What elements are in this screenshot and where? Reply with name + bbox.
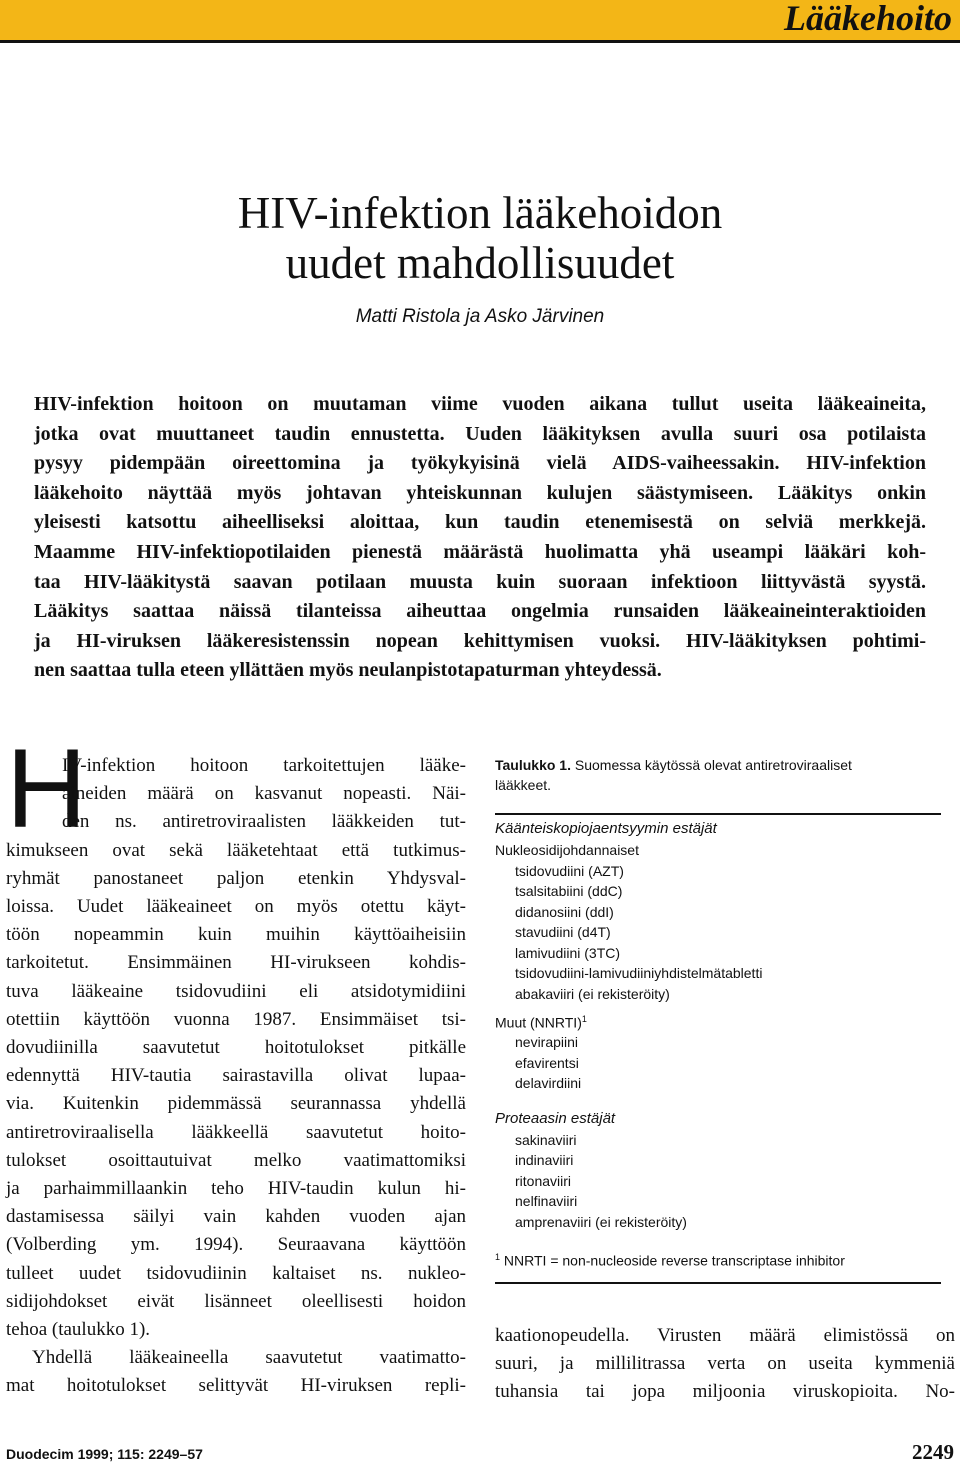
table-caption-text: Suomessa käytössä olevat antiretroviraaliset bbox=[574, 757, 852, 773]
body-left-column bbox=[6, 752, 466, 1401]
body-line: via. Kuitenkin pidemmässä seurannassa yhdellä bbox=[6, 1093, 466, 1115]
journal-citation: Duodecim 1999; 115: 2249–57 bbox=[6, 1446, 203, 1462]
body-line: mat hoitotulokset selittyvät HI-viruksen repli- bbox=[6, 1375, 466, 1397]
table-item: nevirapiini bbox=[515, 1034, 579, 1050]
body-line: IV-infektion hoitoon tarkoitettujen lääke- bbox=[62, 755, 466, 776]
table-item: lamivudiini (3TC) bbox=[515, 945, 621, 961]
abstract-line: nen saattaa tulla eteen yllättäen myös neulanpistotapaturman yhteydessä. bbox=[34, 659, 662, 682]
footnote-text: NNRTI = non-nucleoside reverse transcriptase inhibitor bbox=[503, 1252, 845, 1269]
body-line: Yhdellä lääkeaineella saavutetut vaatimatto- bbox=[32, 1347, 466, 1369]
body-line: kaationopeudella. Virusten määrä elimistössä on bbox=[495, 1325, 955, 1346]
table-item: amprenaviiri (ei rekisteröity) bbox=[515, 1214, 687, 1230]
table-caption-text: lääkkeet. bbox=[495, 777, 552, 793]
body-line: tulokset osoittautuivat melko vaatimattomiksi bbox=[6, 1149, 466, 1171]
body-line: ryhmät panostaneet paljon etenkin Yhdysval- bbox=[6, 867, 466, 889]
table-1 bbox=[495, 755, 941, 1269]
body-line: tuva lääkeaine tsidovudiini eli atsidotymidiini bbox=[6, 980, 466, 1002]
body-right-column bbox=[495, 1322, 955, 1407]
authors: Matti Ristola ja Asko Järvinen bbox=[355, 306, 605, 327]
table-item: ritonaviiri bbox=[515, 1173, 572, 1189]
table-group-title: Proteaasin estäjät bbox=[495, 1110, 616, 1127]
body-line: tarkoitetut. Ensimmäinen HI-virukseen kohdis- bbox=[6, 952, 466, 974]
abstract-line: pysyy pidempään oireettomina ja työkykyisinä vielä AIDS-vaiheessakin. HIV-infektion bbox=[34, 452, 926, 475]
header-rule bbox=[0, 40, 960, 43]
table-item: indinaviiri bbox=[515, 1152, 574, 1168]
abstract-line: Maamme HIV-infektiopotilaiden pienestä määrästä huolimatta yhä useampi lääkäri koh- bbox=[34, 540, 926, 563]
table-item: stavudiini (d4T) bbox=[515, 924, 611, 940]
footnote-marker: 1 bbox=[495, 1252, 501, 1262]
table-caption-label: Taulukko 1. bbox=[495, 757, 571, 773]
body-line: tulleet uudet tsidovudiinin kaltaiset ns. nukleo- bbox=[6, 1262, 466, 1284]
body-line: tuhansia tai jopa miljoonia viruskopioita. No- bbox=[495, 1381, 955, 1403]
abstract-line: Lääkitys saattaa näissä tilanteissa aiheuttaa ongelmia runsaiden lääkeaineinteraktioiden bbox=[34, 600, 926, 623]
body-line: kimukseen ovat sekä lääketehtaat että tutkimus- bbox=[6, 839, 466, 861]
table-subgroup bbox=[495, 1014, 587, 1031]
table-item: tsalsitabiini (ddC) bbox=[515, 883, 623, 899]
abstract-line: lääkehoito näyttää myös johtavan yhteiskunnan kulujen säästymiseen. Lääkitys onkin bbox=[34, 481, 926, 504]
table-item: abakaviiri (ei rekisteröity) bbox=[515, 986, 670, 1002]
body-line: den ns. antiretroviraalisten lääkkeiden tut- bbox=[62, 811, 466, 833]
body-line: aineiden määrä on kasvanut nopeasti. Näi- bbox=[62, 783, 466, 805]
section-title: Lääkehoito bbox=[784, 0, 952, 38]
article-title-line: HIV-infektion lääkehoidon bbox=[237, 188, 723, 238]
article-title-line: uudet mahdollisuudet bbox=[285, 238, 675, 288]
table-subgroup-label: Muut (NNRTI) bbox=[495, 1014, 582, 1031]
drop-cap: H bbox=[6, 726, 87, 851]
table-item: tsidovudiini-lamivudiiniyhdistelmätabletti bbox=[515, 965, 763, 981]
article-title bbox=[0, 188, 960, 288]
body-line: ja parhaimmillaankin teho HIV-taudin kulun hi- bbox=[6, 1178, 466, 1200]
table-rule bbox=[495, 1282, 941, 1284]
table-item: efavirentsi bbox=[515, 1055, 579, 1071]
abstract-line: HIV-infektion hoitoon on muutaman viime vuoden aikana tullut useita lääkeaineita, bbox=[34, 393, 926, 415]
abstract bbox=[34, 390, 926, 686]
table-caption bbox=[495, 755, 941, 795]
table-footnote bbox=[495, 1252, 845, 1269]
table-item: didanosiini (ddI) bbox=[515, 904, 614, 920]
abstract-line: yleisesti katsottu aiheelliseksi aloittaa, kun taudin etenemisestä on selviä merkkejä. bbox=[34, 511, 926, 534]
table-subgroup: Nukleosidijohdannaiset bbox=[495, 842, 639, 858]
table-item: delavirdiini bbox=[515, 1075, 582, 1091]
body-line: tehoa (taulukko 1). bbox=[6, 1319, 151, 1341]
body-line: loissa. Uudet lääkeaineet on myös otettu käyt- bbox=[6, 896, 466, 918]
page-number: 2249 bbox=[912, 1440, 954, 1464]
table-rule bbox=[495, 813, 941, 815]
body-line: (Volberding ym. 1994). Seuraavana käyttöön bbox=[6, 1234, 466, 1256]
table-group-title: Käänteiskopiojaentsyymin estäjät bbox=[495, 820, 717, 837]
abstract-line: taa HIV-lääkitystä saavan potilaan muusta kuin suoraan infektioon liittyvästä syystä. bbox=[34, 570, 926, 593]
body-line: otettiin käyttöön vuonna 1987. Ensimmäiset tsi- bbox=[6, 1008, 466, 1030]
abstract-line: ja HI-viruksen lääkeresistenssin nopean kehittymisen vuoksi. HIV-lääkityksen pohtimi- bbox=[34, 629, 926, 652]
body-line: dastamisessa säilyi vain kahden vuoden ajan bbox=[6, 1206, 466, 1228]
footnote-marker: 1 bbox=[581, 1014, 587, 1024]
table-item: sakinaviiri bbox=[515, 1132, 577, 1148]
body-line: suuri, ja millilitrassa verta on useita kymmeniä bbox=[495, 1353, 955, 1375]
body-line: dovudiinilla saavutetut hoitotulokset pitkälle bbox=[6, 1037, 466, 1059]
abstract-line: jotka ovat muuttaneet taudin ennustetta. Uuden lääkityksen avulla suuri osa potilaista bbox=[34, 422, 926, 445]
body-line: edennyttä HIV-tautia sairastavilla olivat lupaa- bbox=[6, 1065, 466, 1087]
body-line: antiretroviraalisella lääkkeellä saavutetut hoito- bbox=[6, 1121, 466, 1143]
table-item: tsidovudiini (AZT) bbox=[515, 863, 624, 879]
table-item: nelfinaviiri bbox=[515, 1193, 578, 1209]
body-line: töön nopeammin kuin muihin käyttöaiheisiin bbox=[6, 924, 466, 946]
body-line: sidijohdokset eivät lisänneet oleellisesti hoidon bbox=[6, 1290, 466, 1312]
